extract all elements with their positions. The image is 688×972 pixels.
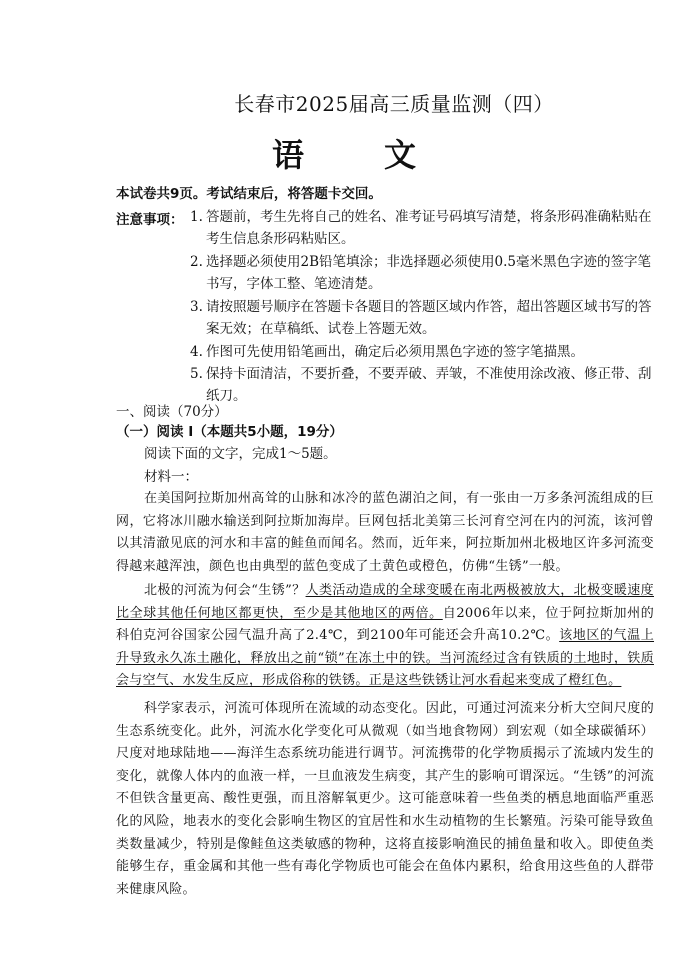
exam-intro: 本试卷共9页。考试结束后，将答题卡交回。 [116,186,382,202]
paragraph-2-data: 自2006年以来，位于阿拉斯加州的科伯克河谷国家公园气温升高了2.4℃，到2100年可能还会升高10.2℃。 [116,605,654,644]
notice-item-4 [190,341,660,363]
exam-title: 长春市2025届高三质量监测（四） [234,92,554,116]
notice-item-number: 1. [190,209,203,225]
notice-item-2 [190,251,660,295]
paragraph-2-question: 北极的河流为何会“生锈”？ [144,583,306,598]
subject-title: 语 文 [271,136,440,174]
paragraph-2 [116,580,654,693]
material-label: 材料一： [144,469,198,485]
notice-item-text: 保持卡面清洁，不要折叠，不要弄破、弄皱，不准使用涂改液、修正带、刮纸刀。 [206,366,652,404]
notice-item-number: 2. [190,254,203,270]
section-heading: 一、阅读（70分） [116,404,228,420]
paragraph-1: 在美国阿拉斯加州高耸的山脉和冰冷的蓝色湖泊之间，有一张由一万多条河流组成的巨网，它将冰川融水输送到阿拉斯加海岸。巨网包括北美第三长河育空河在内的河流，该河曾以其清澈见底的河水和丰富的鲑鱼而闻名。然而，近年来，阿拉斯加州北极地区许多河流变得越来越浑浊，颜色也由典型的蓝色变成了土黄色或橙色，仿佛“生锈”一般。 [116,491,654,574]
notice-item-number: 5. [190,366,203,382]
paragraph-3: 科学家表示，河流可体现所在流域的动态变化。因此，可通过河流来分析大空间尺度的生态系统变化。此外，河流水化学变化可从微观（如当地食物网）到宏观（如全球碳循环）尺度对地球陆地——海洋生态系统功能进行调节。河流携带的化学物质揭示了流域内发生的变化，就像人体内的血液一样，一旦血液发生病变，其产生的影响可谓深远。“生锈”的河流不但铁含量更高、酸性更强，而且溶解氧更少。这可能意味着一些鱼类的栖息地面临严重恶化的风险，地表水的变化会影响生物区的宜居性和水生动植物的生长繁殖。污染可能导致鱼类数量减少，特别是像鲑鱼这类敏感的物种，这将直接影响渔民的捕鱼量和收入。即使鱼类能够生存，重金属和其他一些有毒化学物质也可能会在鱼体内累积，给食用这些鱼的人群带来健康风险。 [116,701,654,897]
notice-item-text: 作图可先使用铅笔画出，确定后必须用黑色字迹的签字笔描黑。 [206,344,584,360]
notice-item-text: 选择题必须使用2B铅笔填涂；非选择题必须使用0.5毫米黑色字迹的签字笔书写，字体工整、笔迹清楚。 [206,254,651,292]
reading-instruction: 阅读下面的文字，完成1～5题。 [144,446,337,462]
notice-item-number: 3. [190,299,203,315]
notice-label: 注意事项： [116,212,184,228]
notice-item-text: 请按照题号顺序在答题卡各题目的答题区域内作答，超出答题区域书写的答案无效；在草稿纸、试卷上答题无效。 [206,299,652,337]
notice-item-1 [190,206,660,250]
underlined-sentence: 该地区的气温上升导致永久冻土融化，释放出之前“锁”在冻土中的铁。当河流经过含有铁质的土地时，铁质会与空气、水发生反应，形成俗称的铁锈。正是这些铁锈让河水看起来变成了橙红色。 [116,628,655,689]
notice-item-text: 答题前，考生先将自己的姓名、准考证号码填写清楚，将条形码准确粘贴在考生信息条形码粘贴区。 [206,209,652,247]
notice-item-5 [190,363,660,407]
underlined-sentence: 人类活动造成的全球变暖在南北两极被放大，北极变暖速度比全球其他任何地区都更快，至少是其他地区的两倍。 [116,583,654,621]
notice-item-number: 4. [190,344,203,360]
notice-item-3 [190,296,660,340]
subsection-heading: （一）阅读 I（本题共5小题，19分） [116,424,343,440]
